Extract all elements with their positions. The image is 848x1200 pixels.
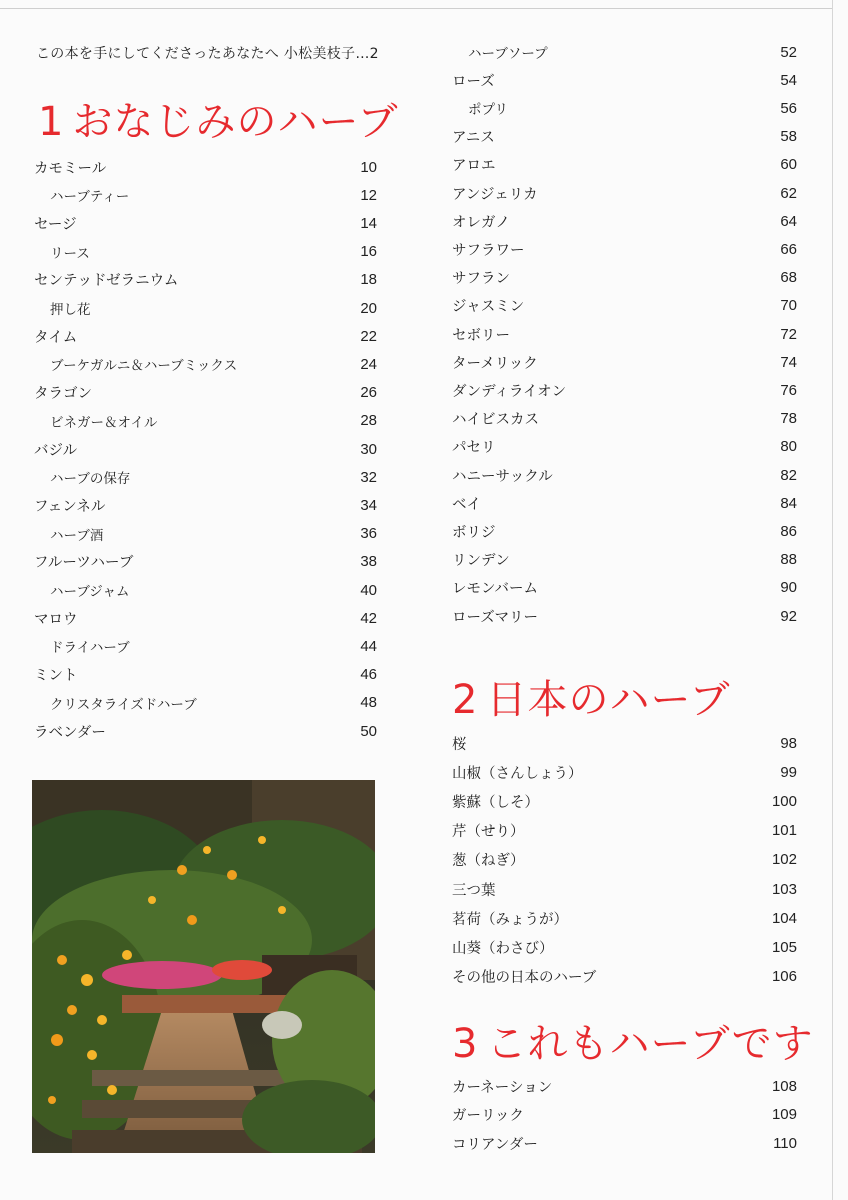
toc-entry-label: 三つ葉: [452, 882, 496, 899]
toc-entry-page: 20: [360, 299, 377, 317]
toc-entry-page: 12: [360, 186, 377, 204]
toc-entry: [452, 606, 797, 626]
toc-entry-page: 110: [773, 1134, 797, 1152]
toc-entry: [452, 352, 797, 372]
toc-entry-page: 62: [780, 184, 797, 202]
toc-entry: [452, 324, 797, 344]
toc-entry: [452, 211, 797, 231]
toc-leader-dots: [499, 70, 779, 90]
toc-entry-page: 38: [360, 553, 377, 571]
section-3-title: これもハーブです: [486, 1021, 814, 1067]
toc-entry-label: セボリー: [452, 327, 510, 344]
toc-entry-page: 101: [771, 822, 797, 840]
toc-leader-dots: [557, 465, 779, 485]
toc-entry-page: 44: [360, 637, 377, 655]
toc-entry-page: 106: [771, 968, 797, 986]
toc-entry-label: リンデン: [452, 553, 510, 570]
toc-entry: [452, 296, 797, 316]
toc-entry-page: 26: [360, 384, 377, 402]
toc-entry: [452, 437, 797, 457]
toc-leader-dots: [500, 155, 779, 175]
toc-entry-page: 102: [771, 851, 797, 869]
toc-entry: [452, 733, 797, 753]
toc-leader-dots: [529, 239, 779, 259]
toc-leader-dots: [96, 383, 358, 403]
toc-entry: [452, 70, 797, 90]
toc-entry-page: 109: [771, 1106, 797, 1123]
toc-entry-label: ダンディライオン: [452, 383, 567, 400]
toc-entry-label: ビネガー＆オイル: [50, 414, 158, 431]
toc-entry-label: バジル: [34, 442, 78, 459]
toc-entry: [452, 821, 797, 841]
section-1-title: おなじみのハーブ: [72, 99, 399, 145]
toc-entry: [452, 850, 797, 870]
toc-entry-label: ボリジ: [452, 524, 496, 541]
toc-entry: [50, 242, 377, 262]
toc-leader-dots: [514, 550, 779, 570]
toc-entry-label: ベイ: [452, 496, 481, 513]
toc-entry-label: 山葵（わさび）: [452, 940, 554, 957]
toc-entry-page: 82: [780, 466, 797, 484]
toc-entry-page: 76: [780, 381, 797, 399]
toc-leader-dots: [514, 211, 778, 231]
toc-entry-page: 42: [360, 609, 377, 627]
toc-entry-label: フルーツハーブ: [34, 555, 134, 572]
toc-leader-dots: [109, 495, 358, 515]
toc-entry-page: 30: [360, 440, 377, 458]
toc-entry-page: 99: [780, 763, 797, 781]
toc-entry-page: 103: [771, 880, 797, 898]
section-1-heading: [38, 90, 398, 147]
toc-entry: [452, 578, 797, 598]
section-3-heading: [452, 1012, 814, 1069]
garden-photo: [32, 780, 375, 1153]
toc-entry: [50, 298, 377, 318]
toc-leader-dots: [137, 552, 358, 572]
section-3-number: 3: [452, 1021, 479, 1067]
toc-leader-dots: [500, 879, 770, 899]
toc-entry-page: 24: [360, 355, 377, 373]
toc-entry: [50, 693, 377, 713]
toc-entry-label: 山椒（さんしょう）: [452, 765, 583, 782]
toc-entry-label: その他の日本のハーブ: [452, 970, 597, 987]
toc-entry-label: センテッドゼラニウム: [34, 273, 179, 290]
toc-entry: [452, 762, 797, 782]
top-rule: [0, 0, 832, 9]
toc-entry: [50, 185, 377, 205]
toc-leader-dots: [552, 42, 779, 62]
toc-leader-dots: [542, 183, 779, 203]
toc-entry-label: リース: [50, 245, 90, 262]
toc-entry: [452, 879, 797, 899]
toc-entry-page: 36: [360, 525, 377, 543]
toc-entry-label: フェンネル: [34, 498, 106, 515]
toc-leader-dots: [134, 580, 359, 600]
toc-entry-page: 86: [780, 522, 797, 540]
toc-entry-label: ローズマリー: [452, 609, 538, 626]
toc-leader-dots: [514, 268, 778, 288]
toc-leader-dots: [572, 908, 770, 928]
toc-entry: [50, 524, 377, 544]
toc-entry: [452, 127, 797, 147]
toc-entry: [34, 270, 377, 290]
toc-entry-page: 60: [780, 156, 797, 174]
toc-entry: [452, 1105, 797, 1125]
intro-line: この本を手にしてくださったあなたへ 小松美枝子…2: [36, 46, 379, 62]
toc-entry-page: 104: [771, 909, 797, 927]
toc-entry-label: パセリ: [452, 440, 496, 457]
toc-entry-label: タラゴン: [34, 386, 92, 403]
toc-leader-dots: [82, 608, 359, 628]
toc-entry: [468, 98, 797, 118]
page-edge-rule: [832, 0, 833, 1200]
toc-leader-dots: [94, 242, 358, 262]
toc-entry-page: 64: [780, 212, 797, 230]
toc-entry-label: 桜: [452, 736, 467, 753]
toc-leader-dots: [182, 270, 358, 290]
toc-entry-page: 56: [780, 99, 797, 117]
toc-entry-label: セージ: [34, 216, 77, 233]
toc-entry: [34, 495, 377, 515]
toc-leader-dots: [134, 467, 358, 487]
toc-leader-dots: [543, 409, 778, 429]
toc-entry: [34, 721, 377, 741]
toc-entry-label: ハーブティー: [50, 189, 130, 206]
toc-entry-label: カモミール: [34, 160, 107, 177]
toc-entry-label: アニス: [452, 130, 495, 147]
toc-leader-dots: [556, 1076, 770, 1096]
toc-entry: [452, 239, 797, 259]
toc-entry-label: ミント: [34, 668, 78, 685]
toc-entry-page: 18: [360, 271, 377, 289]
toc-entry-page: 32: [360, 468, 377, 486]
toc-entry-page: 98: [780, 734, 797, 752]
toc-leader-dots: [161, 411, 358, 431]
toc-entry-page: 52: [780, 43, 797, 61]
toc-entry: [50, 467, 377, 487]
toc-leader-dots: [107, 524, 358, 544]
toc-entry: [34, 383, 377, 403]
toc-entry-page: 72: [780, 325, 797, 343]
toc-entry-page: 92: [780, 607, 797, 625]
toc-entry-page: 46: [360, 666, 377, 684]
toc-leader-dots: [543, 791, 770, 811]
toc-entry-label: クリスタライズドハーブ: [50, 696, 197, 713]
toc-entry-page: 66: [780, 240, 797, 258]
toc-entry-label: ハーブジャム: [50, 584, 130, 600]
toc-entry: [452, 967, 797, 987]
toc-leader-dots: [201, 693, 359, 713]
toc-leader-dots: [82, 665, 359, 685]
toc-leader-dots: [500, 437, 779, 457]
toc-entry: [452, 937, 797, 957]
toc-entry-label: サフラン: [452, 271, 510, 288]
toc-entry-page: 22: [360, 327, 377, 345]
toc-leader-dots: [110, 157, 358, 177]
toc-entry: [50, 636, 377, 656]
toc-entry-label: 紫蘇（しそ）: [452, 794, 539, 811]
toc-leader-dots: [485, 493, 778, 513]
toc-entry-label: ドライハーブ: [50, 640, 130, 657]
toc-entry: [34, 552, 377, 572]
toc-entry: [50, 580, 377, 600]
toc-leader-dots: [542, 606, 778, 626]
toc-leader-dots: [241, 354, 358, 374]
toc-entry-page: 105: [771, 938, 797, 956]
toc-entry-label: 茗荷（みょうが）: [452, 911, 568, 928]
toc-leader-dots: [81, 213, 359, 233]
toc-entry-page: 68: [780, 269, 797, 287]
toc-entry-label: ハーブの保存: [50, 471, 131, 488]
toc-entry-label: ジャスミン: [452, 299, 525, 316]
toc-entry-page: 58: [780, 128, 797, 146]
toc-entry-page: 50: [360, 722, 377, 740]
toc-leader-dots: [134, 636, 359, 656]
toc-entry-page: 70: [780, 297, 797, 315]
toc-leader-dots: [95, 298, 359, 318]
toc-entry-page: 40: [360, 581, 377, 599]
toc-leader-dots: [528, 296, 778, 316]
toc-entry-page: 16: [360, 243, 377, 261]
toc-entry-label: ガーリック: [452, 1108, 524, 1124]
toc-entry-label: ハニーサックル: [452, 468, 553, 485]
section-2-title: 日本のハーブ: [486, 677, 731, 723]
toc-entry-page: 100: [771, 792, 797, 810]
toc-entry-label: タイム: [34, 329, 78, 346]
toc-entry: [34, 608, 377, 628]
toc-leader-dots: [558, 937, 770, 957]
toc-entry-page: 74: [780, 353, 797, 371]
toc-entry-page: 108: [771, 1077, 797, 1095]
toc-entry-label: ローズ: [452, 73, 495, 90]
toc-entry-page: 34: [360, 496, 377, 514]
toc-entry: [34, 157, 377, 177]
toc-leader-dots: [587, 762, 779, 782]
toc-entry-page: 88: [780, 551, 797, 569]
toc-entry-label: ターメリック: [452, 355, 538, 372]
toc-entry-label: ハーブソープ: [468, 46, 548, 62]
section-2-number: 2: [452, 677, 479, 723]
toc-entry: [34, 439, 377, 459]
toc-entry-label: 押し花: [50, 302, 91, 318]
toc-entry-page: 78: [780, 410, 797, 428]
toc-entry: [452, 465, 797, 485]
toc-entry: [452, 550, 797, 570]
toc-entry: [34, 213, 377, 233]
toc-leader-dots: [500, 521, 779, 541]
toc-leader-dots: [133, 185, 358, 205]
toc-entry-label: 葱（ねぎ）: [452, 853, 525, 870]
toc-leader-dots: [499, 127, 779, 147]
toc-entry-label: アロエ: [452, 158, 496, 175]
toc-entry: [452, 908, 797, 928]
toc-entry-label: ハイビスカス: [452, 412, 539, 429]
toc-leader-dots: [529, 821, 770, 841]
toc-entry-label: ブーケガルニ＆ハーブミックス: [50, 358, 238, 375]
toc-entry: [34, 665, 377, 685]
toc-leader-dots: [542, 352, 779, 372]
toc-entry-label: 芹（せり）: [452, 824, 525, 841]
toc-entry: [452, 409, 797, 429]
toc-entry-label: ポプリ: [468, 102, 508, 119]
toc-leader-dots: [600, 967, 770, 987]
toc-entry: [468, 42, 797, 62]
toc-entry: [452, 183, 797, 203]
toc-entry-page: 10: [360, 158, 377, 176]
toc-entry-label: サフラワー: [452, 242, 525, 259]
toc-entry: [34, 326, 377, 346]
toc-entry-label: ハーブ酒: [50, 527, 104, 544]
toc-leader-dots: [81, 439, 358, 459]
toc-entry: [452, 380, 797, 400]
section-2-heading: [452, 668, 730, 725]
toc-entry: [452, 1133, 797, 1153]
toc-entry-label: マロウ: [34, 611, 78, 628]
toc-entry-page: 90: [780, 579, 797, 597]
toc-entry-label: ラベンダー: [34, 724, 106, 741]
toc-entry: [452, 791, 797, 811]
toc-entry: [452, 521, 797, 541]
toc-entry: [452, 155, 797, 175]
toc-leader-dots: [542, 578, 778, 598]
toc-entry: [452, 1076, 797, 1096]
toc-leader-dots: [81, 326, 358, 346]
toc-entry-page: 54: [780, 71, 797, 89]
toc-entry-label: カーネーション: [452, 1079, 553, 1096]
toc-leader-dots: [471, 733, 779, 753]
toc-entry: [50, 354, 377, 374]
toc-entry: [50, 411, 377, 431]
toc-entry-page: 48: [360, 694, 377, 712]
toc-leader-dots: [542, 1133, 771, 1153]
toc-leader-dots: [570, 380, 778, 400]
garden-photo-image: [32, 780, 375, 1153]
toc-leader-dots: [110, 721, 358, 741]
toc-entry-page: 28: [360, 412, 377, 430]
toc-leader-dots: [529, 850, 770, 870]
toc-entry: [452, 493, 797, 513]
toc-entry-label: コリアンダー: [452, 1136, 538, 1153]
toc-leader-dots: [514, 324, 778, 344]
toc-leader-dots: [528, 1105, 770, 1125]
toc-entry-label: オレガノ: [452, 214, 510, 231]
section-1-number: 1: [38, 99, 65, 145]
toc-leader-dots: [512, 98, 778, 118]
toc-entry-page: 84: [780, 494, 797, 512]
toc-entry: [452, 268, 797, 288]
toc-entry-label: アンジェリカ: [452, 186, 538, 203]
toc-entry-label: レモンバーム: [452, 581, 538, 598]
toc-entry-page: 14: [360, 214, 377, 232]
toc-entry-page: 80: [780, 438, 797, 456]
